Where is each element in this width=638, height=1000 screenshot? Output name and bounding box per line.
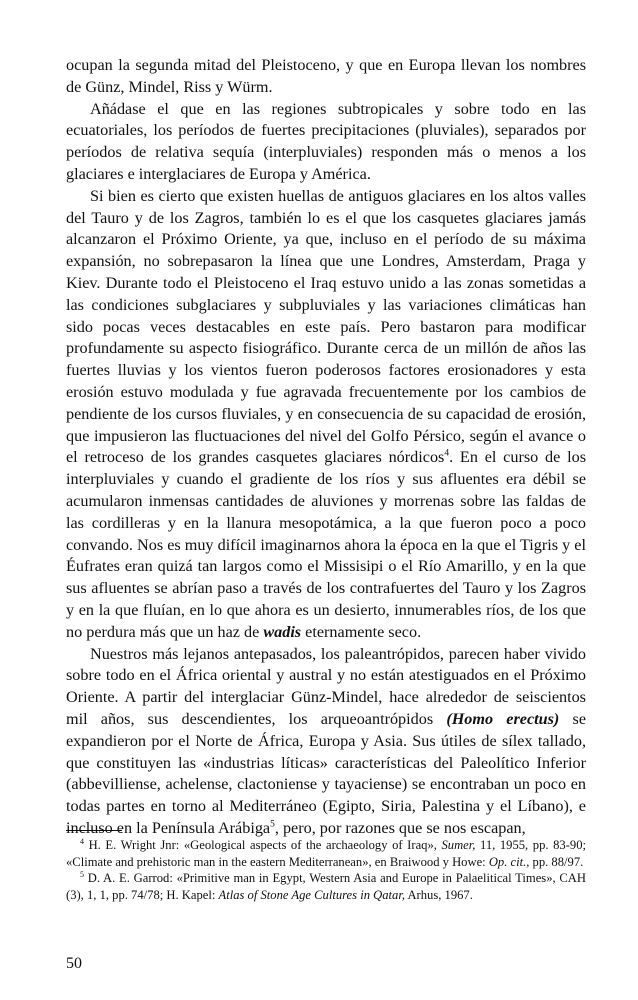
paragraph-3: Si bien es cierto que existen huellas de antiguos glaciares en los altos valles del Tauro y de los Zagros, también lo es el que los casquetes glaciares jamás alcanzaron el Próximo Oriente, ya que, incluso en el período de su máxima expansión, no sobrepasaron la línea que une Londres, Amsterdam, Praga y Kiev. Durante todo el Pleistoceno el Iraq estuvo unido a las zonas sometidas a las condiciones subglaciares y subpluviales y las variaciones climáticas han sido pocas veces destacables en este país. Pero bastaron para modificar profundamente su aspecto fisiográfico. Durante cerca de un millón de años las fuertes lluvias y los vientos fueron poderosos factores erosionadores y esta erosión estuvo modulada y fue agravada frecuentemente por los cambios de pendiente de los cursos fluviales, y en consecuencia de su capacidad de erosión, que impusieron las fluctuaciones del nivel del Golfo Pérsico, según el avance o el retroceso de los grandes casquetes glaciares nórdicos$^4$. En el curso de los interpluviales y cuando el gradiente de los ríos y sus afluentes era débil se acumularon inmensas cantidades de aluviones y morrenas sobre las faldas de las cordilleras y en la llanura mesopotámica, a la que fueron poco a poco convando. Nos es muy difícil imaginarnos ahora la época en la que el Tigris y el Éufrates eran quizá tan largos como el Missisipi o el Río Amarillo, y en la que sus afluentes se abrían paso a través de los contrafuertes del Tauro y los Zagros y en la que fluían, en lo que ahora es un desierto, innumerables ríos, de los que no perdura más que un haz de wadis eternamente seco.: [66, 186, 586, 641]
footnote-4: $^4$ H. E. Wright Jnr: «Geological aspects of the archaeology of Iraq», Sumer, 11, 1955, pp. 83-90; «Climate and prehistoric man in the eastern Mediterranean», en Braiwood y Howe: Op. cit., pp. 88/97.: [66, 836, 586, 869]
paragraph-2: Añádase el que en las regiones subtropicales y sobre todo en las ecuatoriales, los períodos de fuertes precipitaciones (pluviales), separados por períodos de relativa sequía (interpluviales) responden más o menos a los glaciares e interglaciares de Europa y América.: [66, 99, 586, 183]
italic-wadis: wadis: [263, 622, 302, 641]
italic-homo-erectus: (Homo erectus): [446, 709, 560, 728]
footnotes: [66, 837, 586, 903]
page-number: 50: [66, 955, 82, 972]
footnote-ref-4[interactable]: 4: [444, 448, 450, 459]
body-text: [66, 55, 586, 840]
footnote-ref-5[interactable]: 5: [270, 819, 275, 830]
footnote-5: $^5$ D. A. E. Garrod: «Primitive man in Egypt, Western Asia and Europe in Palaelitical Times», CAH (3), 1, 1, pp. 74/78; H. Kapel: Atlas of Stone Age Cultures in Qatar, Arhus, 1967.: [66, 870, 586, 902]
paragraph-1: ocupan la segunda mitad del Pleistoceno, y que en Europa llevan los nombres de Günz, Mindel, Riss y Würm.: [66, 56, 586, 96]
footnote-divider: [66, 830, 122, 831]
paragraph-4: Nuestros más lejanos antepasados, los paleantrópidos, parecen haber vivido sobre todo en el África oriental y austral y no están atestiguados en el Próximo Oriente. A partir del interglaciar Günz-Mindel, hace alrededor de seiscientos mil años, sus descendientes, los arqueoantrópidos (Homo erectus) se expandieron por el Norte de África, Europa y Asia. Sus útiles de sílex tallado, que constituyen las «industrias líticas» características del Paleolítico Inferior (abbevilliense, achelense, clactoniense y tayaciense) se encontraban un poco en todas partes en torno al Mediterráneo (Egipto, Siria, Palestina y el Líbano), e incluso en la Península Arábiga$^5$, pero, por razones que se nos escapan,: [66, 644, 586, 837]
